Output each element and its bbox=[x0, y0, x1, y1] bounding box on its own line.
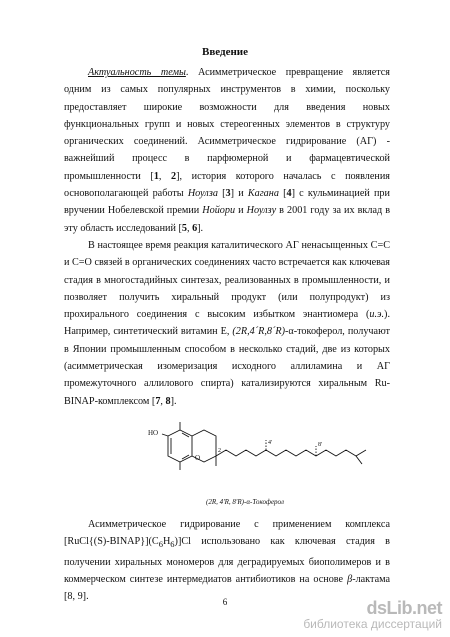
text-span: H bbox=[162, 536, 171, 548]
page-number: 6 bbox=[222, 597, 228, 607]
text-span: -α-токоферол, получают в Японии промышленным способом в несколько стадий, две из которых (асимметрическая изомеризация исходного аллиламина и АГ промежуточного аллилового спирта) катализируются хиральным Ru-BINAP-комплексом [ bbox=[64, 326, 390, 407]
ho-label: HO bbox=[148, 429, 159, 437]
phytyl-chain bbox=[216, 450, 366, 456]
text-span: . Асимметрическое превращение является одним из самых популярных инструментов в химии, поскольку предоставляет широкие возможности для введения новых функциональных групп и новых стереогенных элементов в структуру органических соединений. Асимметрическое гидрирование (АГ) - важнейший процесс в парфюмерной и фармацевтической промышленности [ bbox=[64, 67, 390, 182]
text-span: [ bbox=[217, 188, 226, 200]
ring-oxygen-label: O bbox=[195, 454, 201, 462]
author-name: Нойори bbox=[202, 205, 236, 217]
citation: 2 bbox=[171, 170, 177, 182]
text-span: ] и bbox=[230, 188, 248, 200]
figure-caption: (2R, 4'R, 8'R)-α-Токоферол bbox=[206, 498, 284, 506]
text-span: ]. bbox=[170, 395, 177, 407]
body-text-continued bbox=[64, 516, 390, 606]
subscript: 6 bbox=[170, 539, 175, 550]
stereo-descriptor: (2R,4´R,8´R) bbox=[232, 326, 285, 338]
position-8-label: 8' bbox=[318, 442, 323, 448]
abbreviation: и.э. bbox=[369, 309, 385, 321]
citation: 5 bbox=[181, 222, 187, 234]
paragraph-1 bbox=[64, 64, 390, 237]
text-span: и bbox=[235, 205, 247, 217]
greek-beta: β bbox=[347, 573, 353, 585]
citation: 6 bbox=[192, 222, 198, 234]
watermark bbox=[303, 598, 442, 631]
citation: 3 bbox=[225, 188, 231, 200]
text-span: ]. bbox=[197, 222, 204, 234]
paragraph-2 bbox=[64, 237, 390, 410]
text-span: В настоящее время реакция каталитического АГ ненасыщенных С=С и С=О связей в органических соединениях часто встречается как ключевая стадия в многостадийных синтезах, реализованных в промышленности, и позволяет получить хиральный продукт (или полупродукт) из прохирального соединения с высоким избытком энантиомера ( bbox=[64, 239, 390, 321]
text-span: , bbox=[186, 222, 193, 234]
citation: 8 bbox=[165, 395, 171, 407]
position-4-label: 4' bbox=[268, 440, 273, 446]
text-span: -лактама [8, 9]. bbox=[64, 573, 390, 603]
page-title: Введение bbox=[201, 46, 249, 58]
watermark-subtitle: библиотека диссертаций bbox=[303, 617, 442, 631]
citation: 1 bbox=[153, 170, 159, 182]
body-text bbox=[64, 64, 390, 410]
text-span: [ bbox=[278, 188, 287, 200]
author-name: Кагана bbox=[247, 188, 279, 200]
author-name: Ноулзу bbox=[246, 205, 277, 217]
citation: 7 bbox=[155, 395, 161, 407]
watermark-logo: dsLib.net bbox=[366, 598, 442, 618]
position-2-label: 2 bbox=[218, 448, 221, 454]
text-span: в 2001 году за их вклад в эту область исследований [ bbox=[64, 205, 390, 234]
citation: 4 bbox=[286, 188, 292, 200]
text-span: )]Cl использовано как ключевая стадия в получении хиральных мономеров для деградируемых биополимеров и в коммерческом синтезе интермедиатов антибиотиков на основе bbox=[64, 536, 390, 585]
text-span: ). Например, синтетический витамин Е, bbox=[64, 309, 390, 338]
lead-term: Актуальность темы bbox=[88, 67, 186, 78]
tocopherol-structure-figure bbox=[150, 422, 390, 500]
text-span: , bbox=[158, 170, 172, 182]
paragraph-3 bbox=[64, 516, 390, 606]
subscript: 6 bbox=[158, 539, 163, 550]
text-span: Асимметрическое гидрирование с применением комплекса [RuCl{(S)-BINAP}](C bbox=[64, 519, 390, 548]
text-span: ], история которого началась с появления основополагающей работы bbox=[64, 170, 390, 200]
text-span: , bbox=[160, 395, 166, 407]
author-name: Ноулза bbox=[187, 188, 218, 200]
text-span: ] с кульминацией при вручении Нобелевской премии bbox=[64, 188, 390, 217]
aromatic-ring bbox=[168, 430, 192, 462]
